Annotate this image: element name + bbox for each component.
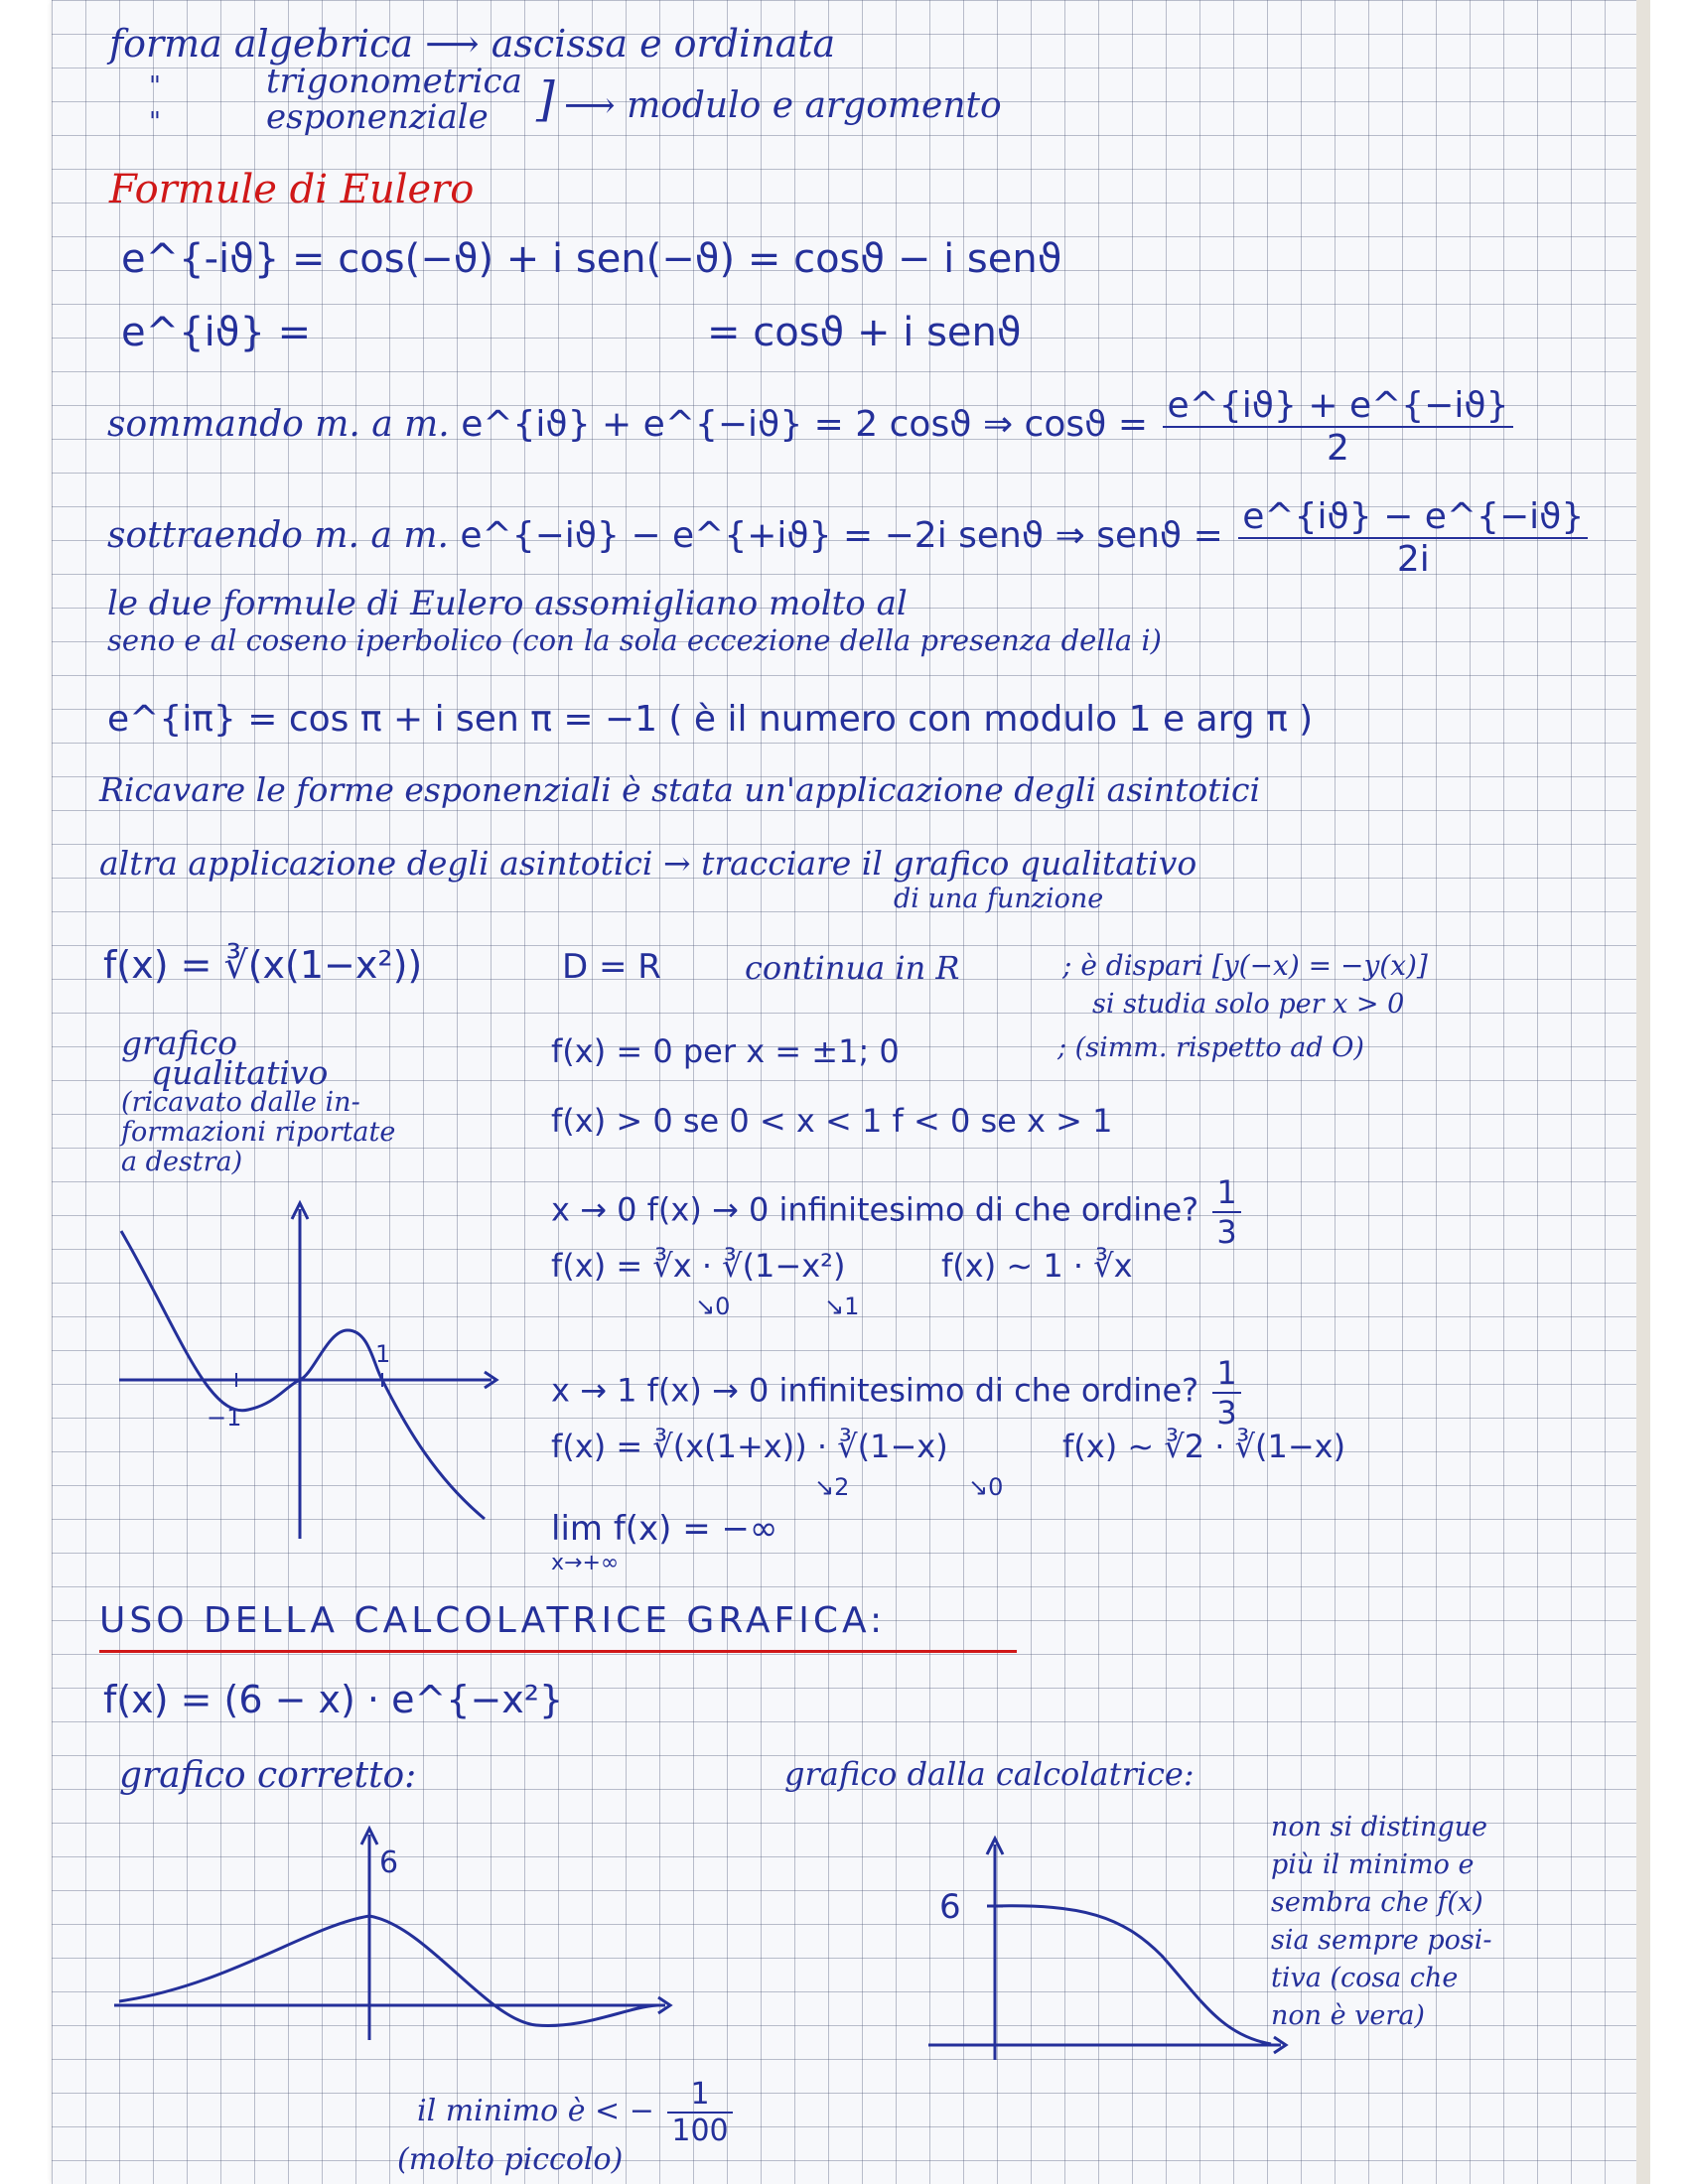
euler-remark-2: seno e al coseno iperbolico (con la sola eccezione della presenza della i) [107, 623, 1162, 657]
bracket-icon: ] [536, 71, 555, 127]
intro-line-1 [109, 22, 835, 66]
study-sign: f(x) > 0 se 0 < x < 1 f < 0 se x > 1 [551, 1102, 1113, 1140]
study-odd2: si studia solo per x > 0 [1092, 989, 1405, 1020]
app-line-1: Ricavare le forme esponenziali è stata un'applicazione degli asintotici [99, 770, 1261, 809]
min-note-2: (molto piccolo) [397, 2142, 624, 2177]
x1-order [1212, 1354, 1240, 1432]
graph-label-2: qualitativo [151, 1053, 329, 1092]
side-note-1: non si distingue [1271, 1812, 1487, 1843]
study-fx: f(x) = ∛(x(1−x²)) [103, 943, 423, 987]
calc-graph [923, 1827, 1301, 2065]
graph-label [121, 1024, 396, 1177]
qualitative-graph [109, 1191, 506, 1549]
min-note-den: 100 [671, 2114, 729, 2148]
graph-label-3: (ricavato dalle in- [121, 1087, 360, 1118]
x0-line: x → 0 f(x) → 0 infinitesimo di che ordine? [551, 1190, 1199, 1229]
sum-den: 2 [1327, 428, 1349, 469]
sum-fraction [1163, 385, 1512, 469]
x0-to0: ↘0 [695, 1293, 731, 1320]
x1-to0: ↘0 [968, 1473, 1004, 1501]
diff-num: e^{iϑ} − e^{−iϑ} [1238, 496, 1588, 539]
x0-order [1212, 1173, 1240, 1251]
study-odd: ; è dispari [y(−x) = −y(x)] [1062, 949, 1428, 982]
calc-heading: USO DELLA CALCOLATRICE GRAFICA: [99, 1600, 887, 1641]
x1-order-num: 1 [1212, 1354, 1240, 1394]
sum-num: e^{iϑ} + e^{−iϑ} [1163, 385, 1512, 428]
min-note [417, 2077, 737, 2148]
axis-pos1-label: 1 [375, 1340, 391, 1368]
study-zeros: f(x) = 0 per x = ±1; 0 [551, 1032, 900, 1070]
study-x0 [551, 1173, 1245, 1251]
ditto-1: " [149, 71, 161, 101]
min-note-num: 1 [667, 2077, 732, 2114]
study-domain: D = R [562, 947, 661, 987]
calc-label: grafico dalla calcolatrice: [784, 1755, 1195, 1793]
app-line-3: di una funzione [894, 884, 1104, 914]
euler-eipi: e^{iπ} = cos π + i sen π = −1 ( è il numero con modulo 1 e arg π ) [107, 699, 1314, 740]
diff-expr: e^{−iϑ} − e^{+iϑ} = −2i senϑ ⇒ senϑ = [460, 515, 1223, 556]
x0-equiv: f(x) ∼ 1 · ∛x [941, 1247, 1133, 1285]
ditto-2: " [149, 107, 161, 137]
side-note-3: sembra che f(x) [1271, 1887, 1483, 1918]
intro-line-23 [564, 85, 1002, 126]
intro-exp: esponenziale [266, 97, 489, 137]
correct-six-label: 6 [379, 1845, 399, 1880]
arrow-icon: ⟶ [425, 22, 492, 66]
calc-fx: f(x) = (6 − x) · e^{−x²} [103, 1678, 564, 1721]
page-edge [1636, 0, 1650, 2184]
min-note-fraction [667, 2077, 732, 2148]
intro-algebraic: forma algebrica [109, 22, 414, 66]
calc-heading-underline [99, 1650, 1017, 1653]
app-line-2: altra applicazione degli asintotici → tracciare il grafico qualitativo [99, 844, 1197, 883]
intro-modulo: modulo e argomento [627, 85, 1002, 126]
euler-sum [107, 385, 1517, 469]
x0-order-den: 3 [1216, 1213, 1237, 1251]
euler-eq2-rhs: = cosϑ + i senϑ [707, 310, 1022, 355]
intro-ascissa: ascissa e ordinata [491, 22, 836, 66]
sum-label: sommando m. a m. [107, 404, 450, 445]
x0-to1: ↘1 [824, 1293, 860, 1320]
x1-to2: ↘2 [814, 1473, 850, 1501]
study-cont: continua in R [745, 949, 960, 987]
correct-curve [119, 1916, 657, 2025]
diff-fraction [1238, 496, 1588, 580]
study-limit-sub: x→+∞ [551, 1551, 620, 1575]
diff-den: 2i [1396, 539, 1430, 580]
graph-label-1: grafico [121, 1024, 237, 1062]
study-symm: ; (simm. rispetto ad O) [1057, 1032, 1364, 1063]
graph-label-5: a destra) [121, 1147, 243, 1177]
side-note-5: tiva (cosa che [1271, 1963, 1459, 1993]
x1-order-den: 3 [1216, 1394, 1237, 1432]
euler-diff [107, 496, 1592, 580]
function-curve [121, 1231, 485, 1519]
x1-fact: f(x) = ∛(x(1+x)) · ∛(1−x) [551, 1428, 948, 1465]
euler-remark-1: le due formule di Eulero assomigliano molto al [107, 584, 908, 623]
side-note-2: più il minimo e [1271, 1849, 1475, 1880]
euler-eq1: e^{-iϑ} = cos(−ϑ) + i sen(−ϑ) = cosϑ − i senϑ [121, 236, 1062, 282]
x1-equiv: f(x) ∼ ∛2 · ∛(1−x) [1062, 1428, 1346, 1465]
study-x1 [551, 1354, 1245, 1432]
side-note-6: non è vera) [1271, 2000, 1425, 2031]
x0-order-num: 1 [1212, 1173, 1240, 1213]
euler-heading: Formule di Eulero [109, 167, 475, 212]
calc-curve [995, 1906, 1271, 2044]
diff-label: sottraendo m. a m. [107, 515, 449, 556]
correct-graph [109, 1817, 685, 2045]
calc-six-label: 6 [939, 1887, 961, 1927]
study-limit: lim f(x) = −∞ [551, 1509, 778, 1549]
intro-trig: trigonometrica [266, 62, 522, 101]
arrow-icon: ⟶ [564, 85, 628, 126]
x0-fact: f(x) = ∛x · ∛(1−x²) [551, 1247, 846, 1285]
min-note-1: il minimo è < − [417, 2094, 654, 2128]
x1-line: x → 1 f(x) → 0 infinitesimo di che ordine? [551, 1371, 1199, 1410]
graph-label-4: formazioni riportate [121, 1117, 396, 1148]
euler-eq2-lhs: e^{iϑ} = [121, 310, 312, 355]
side-note [1271, 1809, 1492, 2035]
axis-neg1-label: −1 [207, 1404, 242, 1432]
correct-label: grafico corretto: [119, 1755, 417, 1796]
side-note-4: sia sempre posi- [1271, 1925, 1492, 1956]
sum-expr: e^{iϑ} + e^{−iϑ} = 2 cosϑ ⇒ cosϑ = [461, 404, 1149, 445]
